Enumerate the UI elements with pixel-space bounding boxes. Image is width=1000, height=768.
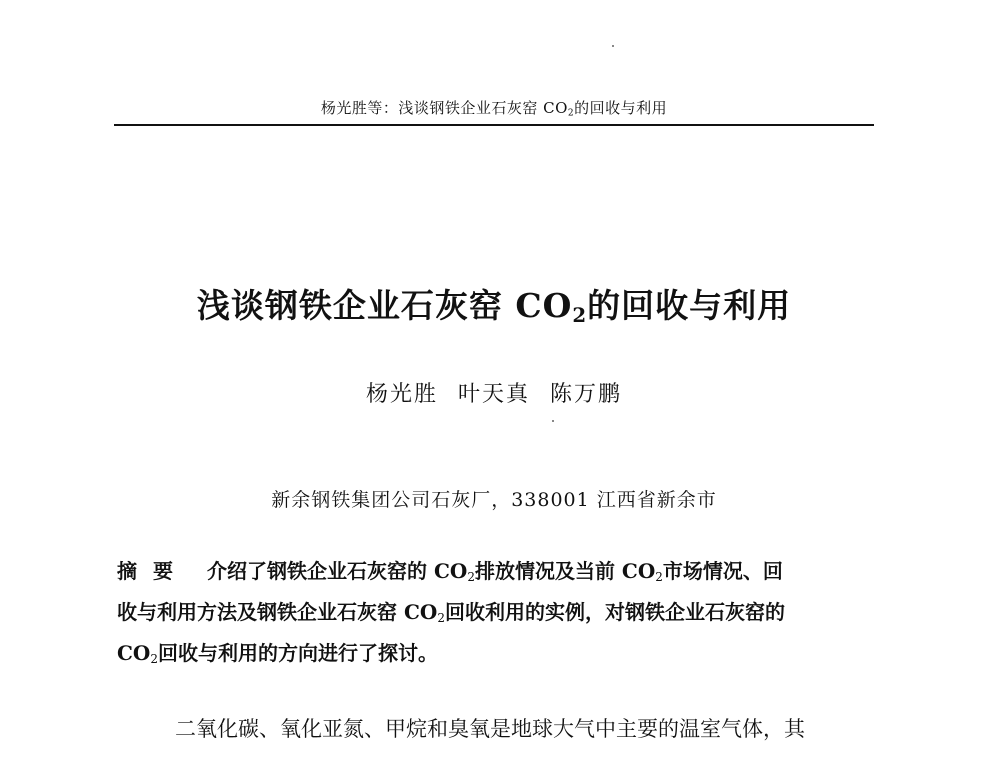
running-header-text-end: 的回收与利用 xyxy=(574,99,668,117)
scan-speck xyxy=(552,420,554,422)
abstract-text: 收与利用方法及钢铁企业石灰窑 CO xyxy=(117,600,438,624)
abstract-text: 回收利用的实例，对钢铁企业石灰窑的 xyxy=(444,600,785,624)
abstract-text: 市场情况、回 xyxy=(662,559,783,583)
body-paragraph: 二氧化碳、氧化亚氮、甲烷和臭氧是地球大气中主要的温室气体，其 xyxy=(175,717,805,741)
abstract-subscript: 2 xyxy=(655,570,663,584)
running-header-text: 杨光胜等：浅谈钢铁企业石灰窑 CO xyxy=(320,99,568,117)
abstract-subscript: 2 xyxy=(150,652,158,666)
title-subscript: 2 xyxy=(572,302,588,327)
running-header-subscript: 2 xyxy=(567,108,575,119)
abstract-text: 排放情况及当前 CO xyxy=(474,559,656,583)
abstract-text: 回收与利用的方向进行了探讨。 xyxy=(157,641,438,665)
abstract-subscript: 2 xyxy=(437,611,445,625)
author-name: 陈万鹏 xyxy=(550,382,623,407)
abstract-text: 介绍了钢铁企业石灰窑的 CO xyxy=(207,559,468,583)
running-header xyxy=(114,97,874,118)
author-name: 杨光胜 xyxy=(365,382,438,407)
abstract xyxy=(117,551,877,674)
header-rule xyxy=(114,124,874,126)
abstract-line xyxy=(117,592,877,633)
abstract-label: 摘要 xyxy=(117,559,189,583)
title-text-end: 的回收与利用 xyxy=(587,286,792,325)
paper-title xyxy=(114,280,874,327)
affiliation: 新余钢铁集团公司石灰厂，338001 江西省新余市 xyxy=(271,489,717,511)
abstract-line xyxy=(117,633,877,674)
title-text: 浅谈钢铁企业石灰窑 CO xyxy=(196,286,573,325)
abstract-text: CO xyxy=(117,641,151,665)
author-list xyxy=(114,377,874,408)
abstract-subscript: 2 xyxy=(467,570,475,584)
author-name: 叶天真 xyxy=(457,382,530,407)
abstract-line xyxy=(117,551,877,592)
scan-speck xyxy=(612,45,614,47)
